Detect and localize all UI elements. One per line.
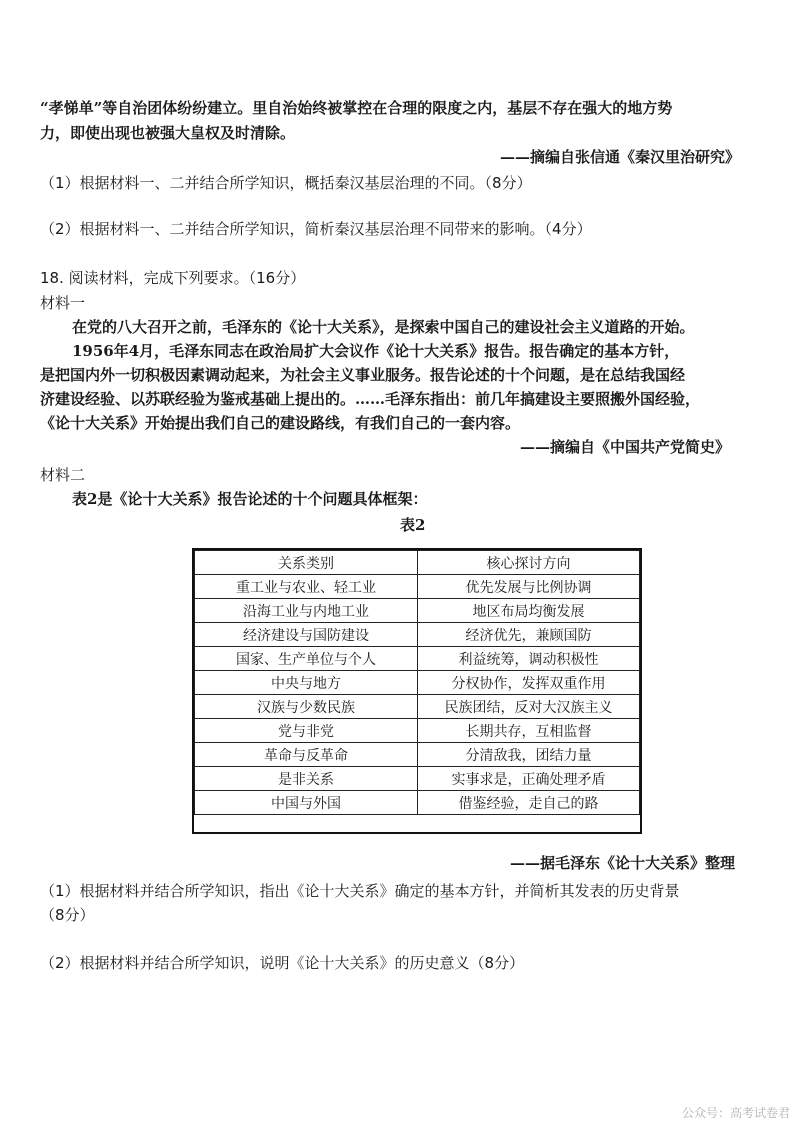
material-source: ——摘编自张信通《秦汉里治研究》 xyxy=(500,148,741,166)
table-header-cell: 关系类别 xyxy=(195,551,418,575)
table-header-cell: 核心探讨方向 xyxy=(418,551,640,575)
question-18-part-2: （2）根据材料并结合所学知识，说明《论十大关系》的历史意义（8分） xyxy=(40,954,525,972)
table-cell: 分权协作，发挥双重作用 xyxy=(418,671,640,695)
table-header-row xyxy=(195,551,640,575)
material-text-line: 力，即使出现也被强大皇权及时清除。 xyxy=(40,124,296,142)
table-source: ——据毛泽东《论十大关系》整理 xyxy=(510,854,736,872)
table-cell: 借鉴经验，走自己的路 xyxy=(418,791,640,815)
material-source: ——摘编自《中国共产党简史》 xyxy=(520,438,731,456)
material-text-line: 1956年4月，毛泽东同志在政治局扩大会议作《论十大关系》报告。报告确定的基本方针， xyxy=(72,342,680,360)
material-text-line: 表2是《论十大关系》报告论述的十个问题具体框架： xyxy=(72,490,428,508)
table-cell: 利益统筹，调动积极性 xyxy=(418,647,640,671)
question-17-part-2: （2）根据材料一、二并结合所学知识，简析秦汉基层治理不同带来的影响。（4分） xyxy=(40,220,592,238)
table-cell: 中央与地方 xyxy=(195,671,418,695)
table-cell: 国家、生产单位与个人 xyxy=(195,647,418,671)
table-cell: 地区布局均衡发展 xyxy=(418,599,640,623)
material-text-line: “孝悌单”等自治团体纷纷建立。里自治始终被掌控在合理的限度之内，基层不存在强大的地方势 xyxy=(40,99,673,117)
table-cell: 沿海工业与内地工业 xyxy=(195,599,418,623)
table-row xyxy=(195,767,640,791)
table-cell: 分清敌我，团结力量 xyxy=(418,743,640,767)
table-row xyxy=(195,743,640,767)
table-row xyxy=(195,647,640,671)
table-cell: 党与非党 xyxy=(195,719,418,743)
table-cell: 是非关系 xyxy=(195,767,418,791)
question-18-part-1-line: （1）根据材料并结合所学知识，指出《论十大关系》确定的基本方针，并简析其发表的历史背景 xyxy=(40,882,680,900)
table-cell: 经济优先，兼顾国防 xyxy=(418,623,640,647)
table-row xyxy=(195,791,640,815)
question-18-heading: 18. 阅读材料，完成下列要求。（16分） xyxy=(40,269,306,287)
watermark: 公众号：高考试卷君 xyxy=(681,1106,790,1120)
table-row xyxy=(195,719,640,743)
material-text-line: 在党的八大召开之前，毛泽东的《论十大关系》，是探索中国自己的建设社会主义道路的开始。 xyxy=(72,318,695,336)
table-row xyxy=(195,599,640,623)
table-row xyxy=(195,623,640,647)
table-row xyxy=(195,575,640,599)
table-cell: 实事求是，正确处理矛盾 xyxy=(418,767,640,791)
table-cell: 重工业与农业、轻工业 xyxy=(195,575,418,599)
table-row xyxy=(195,695,640,719)
table-cell: 长期共存，互相监督 xyxy=(418,719,640,743)
question-18-part-1-line: （8分） xyxy=(40,906,95,924)
material-text-line: 是把国内外一切积极因素调动起来，为社会主义事业服务。报告论述的十个问题，是在总结我国经 xyxy=(40,366,686,384)
material-2-label: 材料二 xyxy=(40,466,86,484)
table-cell: 民族团结，反对大汉族主义 xyxy=(418,695,640,719)
table-cell: 中国与外国 xyxy=(195,791,418,815)
question-17-part-1: （1）根据材料一、二并结合所学知识，概括秦汉基层治理的不同。（8分） xyxy=(40,174,532,192)
material-1-label: 材料一 xyxy=(40,294,86,312)
relations-table xyxy=(194,550,640,815)
table-cell: 经济建设与国防建设 xyxy=(195,623,418,647)
table-title: 表2 xyxy=(400,516,426,534)
material-text-line: 《论十大关系》开始提出我们自己的建设路线，有我们自己的一套内容。 xyxy=(40,414,521,432)
table-cell: 优先发展与比例协调 xyxy=(418,575,640,599)
table-cell: 革命与反革命 xyxy=(195,743,418,767)
table-row xyxy=(195,671,640,695)
material-text-line: 济建设经验、以苏联经验为鉴戒基础上提出的。……毛泽东指出：前几年搞建设主要照搬外国经验， xyxy=(40,390,701,408)
table-cell: 汉族与少数民族 xyxy=(195,695,418,719)
